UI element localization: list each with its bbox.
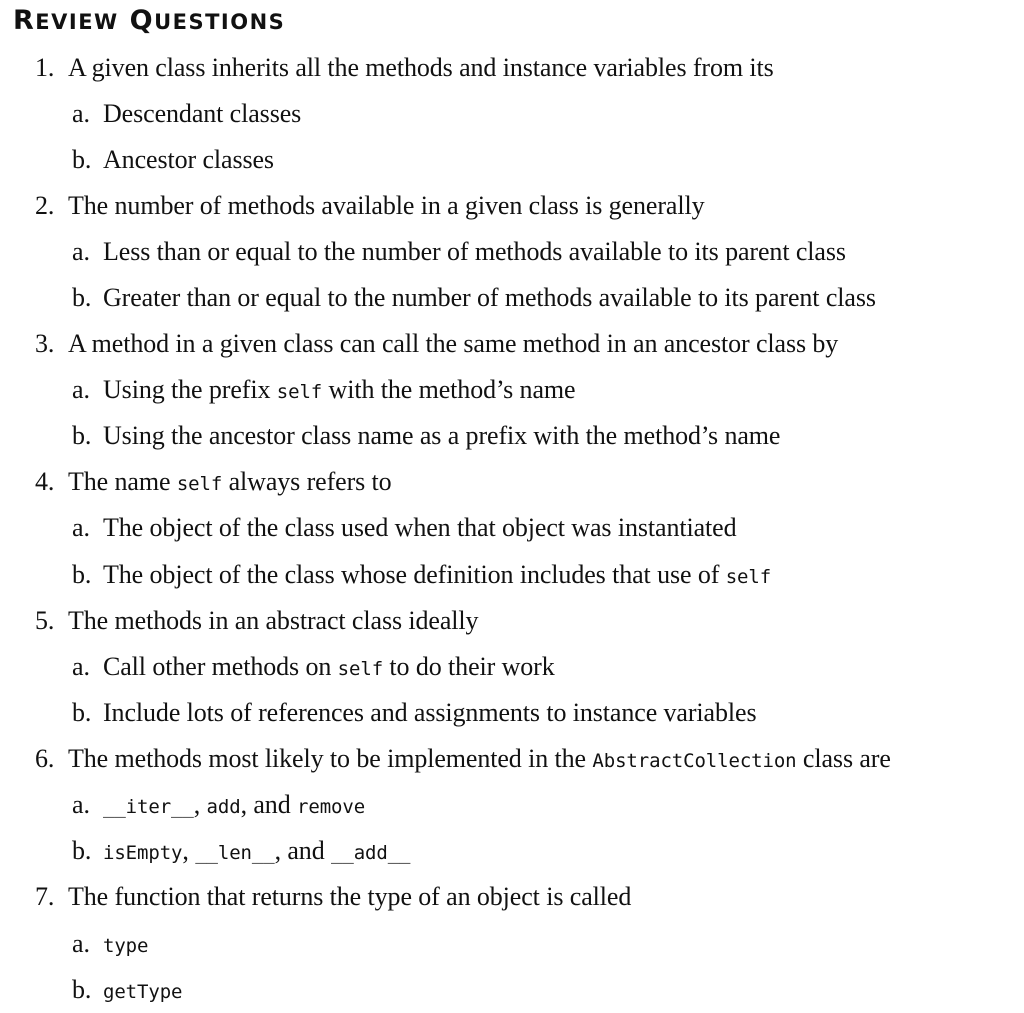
option-text: The object of the class used when that object was instantiated <box>103 513 737 542</box>
option-text: __iter__, add, and remove <box>103 790 366 819</box>
option-7a <box>72 928 148 962</box>
question-7 <box>35 881 631 913</box>
option-5a <box>72 651 555 685</box>
code-self: self <box>276 381 323 403</box>
code-add: add <box>206 796 241 818</box>
question-text: The methods most likely to be implemented in the AbstractCollection class are <box>68 744 891 773</box>
option-2a <box>72 236 846 268</box>
option-text: Call other methods on self to do their work <box>103 652 555 681</box>
option-6a <box>72 789 365 823</box>
code-type: type <box>103 935 149 957</box>
option-3b <box>72 420 780 452</box>
question-text: A method in a given class can call the same method in an ancestor class by <box>68 329 839 358</box>
question-number: 2. <box>35 191 55 220</box>
code-self: self <box>725 566 772 588</box>
code-gettype: getType <box>103 981 183 1003</box>
option-7b <box>72 974 182 1008</box>
question-number: 5. <box>35 606 55 635</box>
question-text: The number of methods available in a given class is generally <box>68 191 705 220</box>
option-1b <box>72 144 274 176</box>
question-text: The name self always refers to <box>68 467 392 496</box>
option-4b <box>72 559 771 593</box>
option-label: b. <box>72 283 92 312</box>
code-abstractcollection: AbstractCollection <box>592 750 797 772</box>
option-2b <box>72 282 876 314</box>
option-4a <box>72 512 737 544</box>
question-3 <box>35 328 838 360</box>
option-label: a. <box>72 652 90 681</box>
option-text: Ancestor classes <box>103 145 274 174</box>
question-number: 6. <box>35 744 55 773</box>
question-text: The methods in an abstract class ideally <box>68 606 479 635</box>
code-self: self <box>337 658 384 680</box>
option-text: Descendant classes <box>103 99 302 128</box>
option-text: Less than or equal to the number of methods available to its parent class <box>103 237 846 266</box>
option-1a <box>72 98 301 130</box>
question-number: 4. <box>35 467 55 496</box>
option-text: isEmpty, __len__, and __add__ <box>103 836 411 865</box>
option-label: a. <box>72 99 90 128</box>
code-remove: remove <box>297 796 366 818</box>
option-label: a. <box>72 237 90 266</box>
option-label: b. <box>72 975 92 1004</box>
question-1 <box>35 52 774 84</box>
option-label: b. <box>72 560 92 589</box>
code-isempty: isEmpty <box>103 842 183 864</box>
code-len: __len__ <box>195 842 275 864</box>
option-label: a. <box>72 790 90 819</box>
question-number: 7. <box>35 882 55 911</box>
code-iter: __iter__ <box>103 796 194 818</box>
option-5b <box>72 697 756 729</box>
option-text: The object of the class whose definition includes that use of self <box>103 560 772 589</box>
code-add-dunder: __add__ <box>331 842 411 864</box>
option-label: b. <box>72 698 92 727</box>
question-5 <box>35 605 478 637</box>
question-2 <box>35 190 704 222</box>
code-self: self <box>176 473 223 495</box>
question-6 <box>35 743 891 777</box>
option-text: Greater than or equal to the number of methods available to its parent class <box>103 283 876 312</box>
option-label: a. <box>72 375 90 404</box>
section-title: REVIEW QUESTIONS <box>13 5 286 36</box>
option-label: a. <box>72 929 90 958</box>
option-6b <box>72 835 410 869</box>
option-3a <box>72 374 575 408</box>
question-number: 3. <box>35 329 55 358</box>
option-text: Include lots of references and assignments to instance variables <box>103 698 757 727</box>
option-text: Using the ancestor class name as a prefix with the method’s name <box>103 421 781 450</box>
question-4 <box>35 466 392 500</box>
option-label: b. <box>72 836 92 865</box>
option-label: a. <box>72 513 90 542</box>
option-label: b. <box>72 145 92 174</box>
question-number: 1. <box>35 53 55 82</box>
option-label: b. <box>72 421 92 450</box>
question-text: The function that returns the type of an object is called <box>68 882 632 911</box>
option-text: Using the prefix self with the method’s name <box>103 375 576 404</box>
question-text: A given class inherits all the methods and instance variables from its <box>68 53 774 82</box>
